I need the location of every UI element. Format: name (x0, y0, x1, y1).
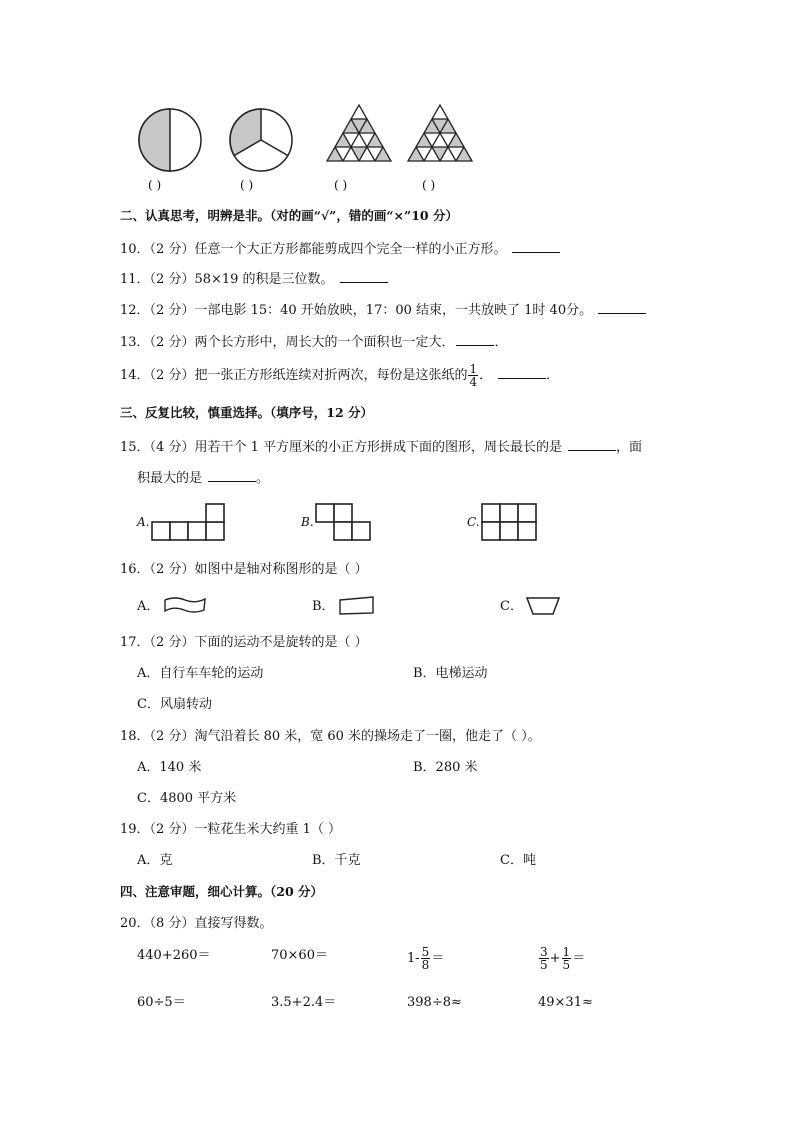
question-17: 17．（2 分）下面的运动不是旋转的是（ ） (120, 635, 368, 650)
answer-paren-4: ( ) (422, 178, 436, 192)
question-13-text: 13．（2 分）两个长方形中，周长大的一个面积也一定大． (120, 335, 455, 350)
fraction-one-quarter: $\frac{1}{4}$ (469, 362, 478, 389)
question-16: 16．（2 分）如图中是轴对称图形的是（ ） (120, 562, 368, 577)
question-12-text: 12．（2 分）一部电影 15：40 开始放映，17：00 结束，一共放映了 1时 40分。 (120, 303, 593, 318)
parallelogram-icon (337, 595, 377, 617)
shape-c-squares (480, 501, 538, 543)
shape-a-squares (150, 501, 226, 543)
option-16-b[interactable]: B． (312, 599, 335, 614)
option-16-a[interactable]: A． (137, 599, 160, 614)
answer-blank-13[interactable] (456, 333, 494, 346)
question-15-end: 。 (256, 471, 270, 486)
question-11-text: 11．（2 分）58×19 的积是三位数。 (120, 272, 334, 287)
question-14 (120, 362, 559, 390)
answer-blank-15a[interactable] (568, 438, 616, 451)
answer-paren-3: ( ) (334, 178, 348, 192)
answer-blank-15b[interactable] (208, 469, 256, 482)
question-14-after: ． (479, 368, 493, 383)
option-18-a[interactable]: A．140 米 (137, 760, 202, 775)
question-13 (120, 333, 507, 351)
option-19-b[interactable]: B．千克 (312, 853, 361, 868)
question-11 (120, 270, 388, 288)
option-18-b[interactable]: B．280 米 (413, 760, 478, 775)
fig-circle-half (136, 107, 204, 173)
fraction-five-eighths: $\frac{5}{8}$ (421, 945, 430, 972)
option-18-c[interactable]: C．4800 平方米 (137, 791, 237, 806)
question-15-text: 15．（4 分）用若干个 1 平方厘米的小正方形拼成下面的图形，周长最长的是 (120, 440, 562, 455)
question-15-mid: ，面 (615, 440, 642, 455)
option-19-a[interactable]: A．克 (137, 853, 173, 868)
question-15 (120, 438, 642, 456)
shape-label-a: A. (137, 515, 150, 529)
calc-4: $\frac{3}{5}$ + $\frac{1}{5}$ ＝ (540, 945, 586, 972)
question-10-text: 10．（2 分）任意一个大正方形都能剪成四个完全一样的小正方形。 (120, 242, 507, 257)
question-15-line2 (137, 469, 269, 487)
fig-triangle-1 (325, 103, 393, 163)
answer-blank-11[interactable] (340, 270, 388, 283)
option-17-a[interactable]: A．自行车车轮的运动 (137, 666, 264, 681)
section-2-title: 二、认真思考，明辨是非。（对的画“√”，错的画“×”10 分） (120, 208, 458, 223)
section-4-title: 四、注意审题，细心计算。（20 分） (120, 884, 323, 899)
shape-label-c: C. (467, 515, 480, 529)
calc-2: 70×60＝ (271, 948, 328, 963)
question-13-end: ． (494, 335, 508, 350)
answer-paren-1: ( ) (148, 178, 162, 192)
calc-8: 49×31≈ (538, 995, 593, 1010)
wavy-shape-icon (163, 595, 207, 615)
fraction-one-fifth: $\frac{1}{5}$ (562, 945, 571, 972)
question-14-end: ． (546, 368, 560, 383)
question-20: 20．（8 分）直接写得数。 (120, 916, 273, 931)
option-19-c[interactable]: C．吨 (500, 853, 536, 868)
question-10 (120, 240, 560, 258)
option-17-c[interactable]: C．风扇转动 (137, 697, 212, 712)
fig-triangle-2 (406, 103, 474, 163)
answer-paren-2: ( ) (240, 178, 254, 192)
answer-blank-10[interactable] (512, 240, 560, 253)
calc-3: 1- $\frac{5}{8}$ ＝ (407, 945, 445, 972)
question-14-text: 14．（2 分）把一张正方形纸连续对折两次，每份是这张纸的 (120, 368, 468, 383)
question-15-line2-text: 积最大的是 (137, 471, 203, 486)
shape-label-b: B. (301, 515, 314, 529)
calc-7: 398÷8≈ (407, 995, 462, 1010)
question-19: 19．（2 分）一粒花生米大约重 1（ ） (120, 822, 341, 837)
answer-blank-12[interactable] (598, 301, 646, 314)
fraction-three-fifths: $\frac{3}{5}$ (540, 945, 548, 972)
answer-blank-14[interactable] (498, 366, 546, 379)
calc-1: 440+260＝ (137, 948, 211, 963)
trapezoid-icon (525, 595, 561, 617)
fig-circle-third (227, 107, 295, 173)
shape-b-squares (314, 501, 372, 543)
section-3-title: 三、反复比较，慎重选择。（填序号，12 分） (120, 405, 373, 420)
question-18: 18．（2 分）淘气沿着长 80 米，宽 60 米的操场走了一圈，他走了（ ）。 (120, 729, 541, 744)
calc-5: 60÷5＝ (137, 995, 186, 1010)
option-17-b[interactable]: B．电梯运动 (413, 666, 488, 681)
question-12 (120, 301, 646, 319)
calc-6: 3.5+2.4＝ (271, 995, 337, 1010)
option-16-c[interactable]: C． (500, 599, 523, 614)
